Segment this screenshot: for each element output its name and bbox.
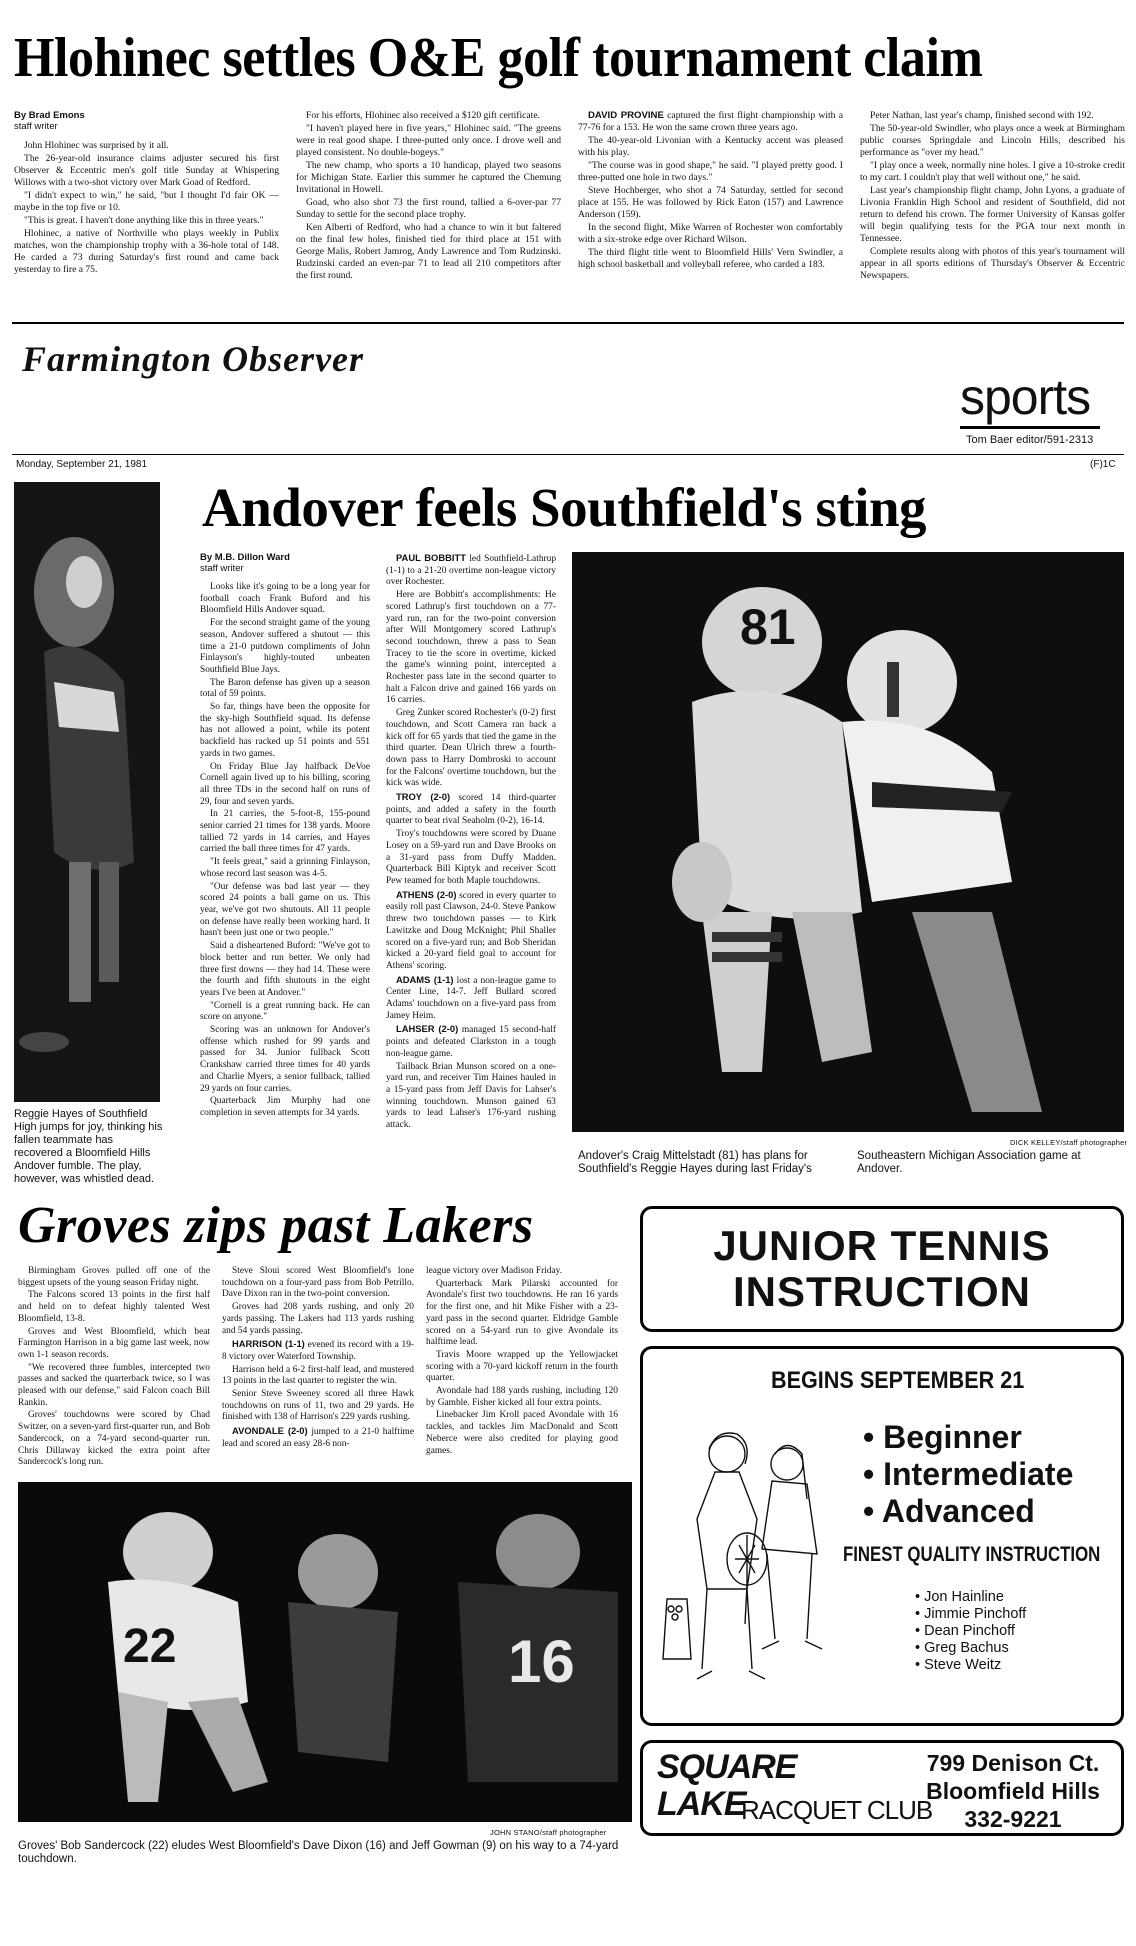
club-logo-square: SQUARE: [657, 1748, 797, 1786]
paragraph: "I haven't played here in five years," Hlohinec said. "The greens were in real good shape. I three-putted only once. I drove well and played consistent. No double-bogeys.": [296, 123, 561, 158]
club-city: Bloomfield Hills: [926, 1778, 1100, 1804]
paragraph: The Falcons scored 13 points in the first half and held on to defeat highly talented West Bloomfield, 13-8.: [18, 1290, 210, 1324]
paragraph: Tailback Brian Munson scored on a one-yard run, and receiver Tim Haines hauled in a 15-yard pass from Jeff Davis for Lahser's winning touchdown. Munson gained 63 yards to lead Lahser's 176-yard rushing attack.: [386, 1061, 556, 1131]
paragraph: Birmingham Groves pulled off one of the biggest upsets of the young season Friday night.: [18, 1266, 210, 1288]
tennis-ad-instructors: [915, 1589, 1026, 1674]
paragraph: managed 15 second-half points and defeated Clarkston in a tough non-league game.: [386, 1025, 556, 1059]
tennis-players-illustration: [657, 1409, 847, 1709]
paragraph: Groves' touchdowns were scored by Chad Switzer, on a seven-yard first-quarter run, and Bob Sandercock, on a 74-yard second-quarter run. Chris Dillaway kicked the extra point after Sandercock's long run.: [18, 1410, 210, 1468]
tennis-ad-levels: [863, 1419, 1073, 1530]
golf-column-3: [578, 110, 843, 272]
football-night-photo: [18, 1482, 632, 1822]
paragraph: The third flight title went to Bloomfield Hills' Vern Swindler, a high school basketball and volleyball referee, who carded a 183.: [578, 247, 843, 270]
masthead-top-rule: [12, 322, 1124, 324]
paragraph: led Southfield-Lathrup (1-1) to a 21-20 overtime non-league victory over Rochester.: [386, 554, 557, 588]
groves-headline: Groves zips past Lakers: [18, 1197, 534, 1254]
paragraph: Scoring was an unknown for Andover's offense which rushed for 99 yards and passed for 34. Junior fullback Scott Crankshaw carried three times for 40 yards and Charlie Myers, a senior fullback, tallied 29 yards on four carries.: [200, 1025, 370, 1094]
square-lake-ad-box: [640, 1740, 1124, 1836]
tennis-ad-quality: FINEST QUALITY INSTRUCTION: [843, 1543, 1101, 1566]
golf-column-4: [860, 110, 1125, 283]
paragraph: lost a non-league game to Center Line, 14-7. Jeff Bullard scored Adams' touchdown on a five-yard pass from Jamey Heim.: [386, 975, 556, 1021]
paragraph: Ken Alberti of Redford, who had a chance to win it but faltered on the final few holes, finished tied for third place at 151 with George Malis, Robert Jamrog, Andy Lawrence and Tom Rudzinski. Rudzinski carded an even-par 71 to lead all 210 competitors after the first round.: [296, 222, 561, 281]
paragraph: jumped to a 21-0 halftime lead and scored an easy 28-6 non-: [222, 1427, 414, 1449]
football-action-photo: [572, 552, 1124, 1132]
groves-column-1: [18, 1266, 210, 1470]
paragraph: Looks like it's going to be a long year for football coach Frank Buford and his Bloomfield Hills Andover squad.: [200, 582, 370, 616]
paragraph: Complete results along with photos of this year's tournament will appear in all sports editions of Thursday's Observer & Eccentric Newspapers.: [860, 246, 1125, 281]
paragraph: Peter Nathan, last year's champ, finished second with 192.: [870, 110, 1094, 121]
golf-column-2: [296, 110, 561, 283]
paragraph: So far, things have been the opposite for the sky-high Southfield squad. Its defense has not allowed a point, while its potent backfield has racked up 51 points and 551 yards in two games.: [200, 702, 370, 759]
andover-photo-credit: DICK KELLEY/staff photographer: [1010, 1138, 1128, 1147]
paragraph: The 50-year-old Swindler, who plays once a week at Birmingham public courses Springdale and Lincoln Hills, described his performance as "over my head.": [860, 123, 1125, 158]
andover-byline-name: By M.B. Dillon Ward: [200, 552, 290, 563]
football-player-photo: [14, 482, 160, 1102]
club-contact: [908, 1749, 1118, 1833]
paragraph: Last year's championship flight champ, John Lyons, a graduate of Livonia Franklin High School and resident of Southfield, did not return to defend his crown. The former University of Kansas golfer will begin qualifying tests for the PGA tour next month in Tennessee.: [860, 185, 1125, 244]
golf-column-1: [14, 110, 279, 277]
jersey-number-22: 22: [123, 1620, 177, 1673]
paragraph: Steve Hochberger, who shot a 74 Saturday, settled for second place at 155. He was followed by Rick Eaton (157) and Lawrence Anderson (159).: [578, 185, 843, 220]
paragraph: Here are Bobbitt's accomplishments: He scored Lathrup's first touchdown on a 77-yard run, ran for the two-point conversion after Will Montgomery scored Lathrup's second touchdown, threw a pass to Sean Tracey to tie the score in overtime, kicked the game's winning point, intercepted a Rochester pass late in the second quarter to halt a Falcon drive and gained 166 yards on 16 carries.: [386, 590, 556, 706]
masthead-editor: Tom Baer editor/591-2313: [966, 434, 1094, 446]
lead-in: DAVID PROVINE: [588, 110, 664, 121]
golf-byline-title: staff writer: [14, 121, 58, 132]
lead-in: ATHENS (2-0): [396, 888, 457, 900]
golf-col1-text: [14, 140, 279, 276]
groves-column-3: [426, 1266, 618, 1458]
instructor-name: • Jimmie Pinchoff: [915, 1606, 1027, 1622]
paragraph: For the second straight game of the young season, Andover suffered a shutout — this time a 21-0 putdown compliments of John Finlayson's highly-touted unbeaten Southfield Blue Jays.: [200, 618, 370, 675]
lead-in: HARRISON (1-1): [232, 1338, 305, 1350]
paragraph: Quarterback Mark Pilarski accounted for Avondale's first two touchdowns. He ran 16 yards for the first one, and hit Mike Fisher with a 23-yard pass in the second quarter. Eldridge Gamble scored on a 54-yard run to give Avondale its halftime lead.: [426, 1278, 618, 1348]
paragraph: Steve Sloui scored West Bloomfield's lone touchdown on a four-yard pass from Bob Petrillo. Dave Dixon ran in the two-point conversion.: [222, 1266, 414, 1300]
groves-photo-credit: JOHN STANO/staff photographer: [490, 1828, 607, 1837]
paragraph: "The course was in good shape," he said. "I played pretty good. I three-putted one hole in two days.": [578, 160, 843, 183]
section-underline: [960, 426, 1100, 429]
instructor-name: • Steve Weitz: [915, 1657, 1002, 1673]
paragraph: For his efforts, Hlohinec also received a $120 gift certificate.: [306, 110, 540, 121]
paragraph: Groves and West Bloomfield, which beat Farmington Harrison in a big game last week, now own 1-1 season records.: [18, 1326, 210, 1360]
level-advanced: • Advanced: [863, 1493, 1035, 1529]
jersey-number-81: 81: [740, 599, 796, 655]
paragraph: The 26-year-old insurance claims adjuster secured his first Observer & Eccentric men's golf title Sunday at Whispering Willows with a two-shot victory over Mark Goad of Redford.: [14, 153, 279, 188]
masthead-bottom-rule: [12, 454, 1124, 455]
paragraph: "Our defense was bad last year — they scored 24 points a ball game on us. This year, we've got two shutouts. All 11 people on defense have really been working hard. It hasn't been just one or two people.": [200, 881, 370, 939]
club-phone: 332-9221: [964, 1806, 1062, 1832]
masthead-section: sports: [960, 369, 1091, 425]
paragraph: "This is great. I haven't done anything like this in three years.": [24, 215, 264, 226]
tennis-ad-title-line1: JUNIOR TENNIS: [713, 1222, 1051, 1269]
andover-headline: Andover feels Southfield's sting: [202, 477, 927, 538]
paragraph: The new champ, who sports a 10 handicap, played two seasons for Michigan State. Earlier this summer he captured the Chemung Invitational in Howell.: [296, 160, 561, 195]
groves-photo-caption: Groves' Bob Sandercock (22) eludes West Bloomfield's Dave Dixon (16) and Jeff Gowman (9) on his way to a 74-yard touchdown.: [18, 1840, 619, 1865]
golf-headline: Hlohinec settles O&E golf tournament claim: [14, 27, 983, 89]
paragraph: Quarterback Jim Murphy had one completion in seven attempts for 34 yards.: [200, 1096, 370, 1118]
jersey-number-16: 16: [508, 1628, 575, 1695]
golf-byline-name: By Brad Emons: [14, 110, 85, 121]
paragraph: Troy's touchdowns were scored by Duane Losey on a 59-yard run and Dave Brooks on a 31-yard pass from Duffy Madden. Quarterback Bill Kiptyk and receiver Scott Pew teamed for both Maple touchdowns.: [386, 829, 556, 886]
paragraph: In 21 carries, the 5-foot-8, 155-pound senior carried 21 times for 138 yards. Moore tallied 72 yards in 14 carries, and Hayes carried the ball three times for 47 yards.: [200, 809, 370, 855]
andover-column-1: [200, 552, 370, 1121]
andover-photo-caption: Reggie Hayes of Southfield High jumps for joy, thinking his fallen teammate has recovered a Bloomfield Hills Andover fumble. The play, however, was whistled dead.: [14, 1108, 163, 1185]
lead-in: ADAMS (1-1): [396, 973, 454, 985]
club-address: 799 Denison Ct.: [926, 1750, 1100, 1776]
level-intermediate: • Intermediate: [863, 1456, 1074, 1492]
lead-in: PAUL BOBBITT: [396, 552, 466, 563]
paragraph: The 40-year-old Livonian with a Kentucky accent was pleased with his play.: [578, 135, 843, 158]
paragraph: scored 14 third-quarter points, and added a safety in the fourth quarter to beat rival Seaholm (0-2), 16-14.: [386, 793, 556, 827]
level-beginner: • Beginner: [863, 1419, 1022, 1455]
lead-in: AVONDALE (2-0): [232, 1425, 308, 1437]
paragraph: On Friday Blue Jay halfback DeVoe Cornell again lived up to his billing, scoring all three TDs in the second half on runs of 29, four and seven yards.: [200, 761, 370, 807]
groves-column-2: [222, 1266, 414, 1452]
masthead-paper-name: Farmington Observer: [22, 339, 365, 379]
paragraph: scored in every quarter to easily roll past Clawson, 24-0. Steve Pankow threw two touchdown passes — to Kirk Lawitzke and Doug McKnight; Phil Shaller scored on a five-yard run; and Bob Sheridan kicked a 20-yard field goal to account for Athens' scoring.: [386, 890, 557, 971]
tennis-ad-title-box: [640, 1206, 1124, 1332]
paragraph: The Baron defense has given up a season total of 59 points.: [200, 677, 370, 700]
paragraph: Groves had 208 yards rushing, and only 20 yards passing. The Lakers had 113 yards rushing and 54 yards passing.: [222, 1302, 414, 1336]
masthead-date: Monday, September 21, 1981: [16, 459, 148, 470]
paragraph: Travis Moore wrapped up the Yellowjacket scoring with a 70-yard kickoff return in the fourth quarter.: [426, 1349, 618, 1384]
masthead-page-number: (F)1C: [1090, 459, 1116, 470]
tennis-ad-title-line2: INSTRUCTION: [733, 1268, 1031, 1315]
paragraph: "It feels great," said a grinning Finlayson, whose record last season was 4-5.: [200, 857, 370, 879]
paragraph: Goad, who also shot 73 the first round, tallied a 6-over-par 77 Sunday to settle for the second place trophy.: [296, 197, 561, 220]
lead-in: TROY (2-0): [396, 791, 451, 803]
paragraph: In the second flight, Mike Warren of Rochester won comfortably with a six-stroke edge over Richard Wilson.: [578, 222, 843, 245]
tennis-ad-begins: BEGINS SEPTEMBER 21: [771, 1367, 1025, 1394]
paragraph: league victory over Madison Friday.: [426, 1266, 563, 1276]
club-logo-lake: LAKE: [657, 1785, 746, 1823]
paragraph: Avondale had 188 yards rushing, including 120 by Gamble. Fisher kicked all four extra points.: [426, 1386, 618, 1408]
paragraph: "I play once a week, normally nine holes. I give a 10-stroke credit to my cart. I couldn't play that well without one," he said.: [860, 160, 1125, 183]
andover-photo-caption-right: Andover's Craig Mittelstadt (81) has plans for Southfield's Reggie Hayes during last Friday's Southeastern Michigan Association game at Andover.: [578, 1150, 1081, 1175]
instructor-name: • Dean Pinchoff: [915, 1623, 1015, 1639]
paragraph: Hlohinec, a native of Northville who plays weekly in Publix matches, won the championship trophy with a 36-hole total of 148. He carded a 73 during Saturday's first round and came back yesterday to fire a 75.: [14, 228, 279, 275]
paragraph: evened its record with a 19-8 victory over Waterford Township.: [222, 1340, 415, 1362]
paragraph: Greg Zunker scored Rochester's (0-2) first touchdown, and Scott Camera ran back a kick off for 65 yards that tied the game in the third quarter. Dean Ulrich threw a fourth-down pass to Harry Dombroski to account for the Falcons' overtime touchdown, but the kick was wide.: [386, 708, 556, 789]
paragraph: "Cornell is a great running back. He can score on anyone.": [200, 1000, 370, 1023]
paragraph: Senior Steve Sweeney scored all three Hawk touchdowns on runs of 11, two and 29 yards. He finished with 138 of Harrison's 229 yards rushing.: [222, 1389, 414, 1423]
paragraph: Harrison held a 6-2 first-half lead, and mustered 13 points in the last quarter to register the win.: [222, 1364, 414, 1387]
paragraph: Linebacker Jim Kroll paced Avondale with 16 tackles, and tackles Jim MacDonald and Scott Neberce were also credited for playing good games.: [426, 1410, 618, 1456]
paragraph: "We recovered three fumbles, intercepted two passes and sacked the quarterback twice, so I was pleased with our defense," said Falcon coach Bill Rankin.: [18, 1362, 210, 1408]
lead-in: LAHSER (2-0): [396, 1023, 459, 1035]
club-logo-racquet-club: RACQUET CLUB: [741, 1795, 933, 1825]
paragraph: "I didn't expect to win," he said, "but I thought I'd fair OK — maybe in the top five or 10.: [14, 190, 279, 213]
paragraph: captured the first flight championship with a 77-76 for a 153. He won the same crown three years ago.: [578, 110, 844, 133]
paragraph: Said a disheartened Buford: "We've got to block better and run better. We only had three first downs — they had 14. These were the fourth and fifth shutouts in the eight years I've been at Andover.": [200, 941, 370, 998]
photo-sandercock-touchdown: [18, 1482, 632, 1822]
photo-reggie-hayes: [14, 482, 160, 1102]
tennis-ad-body-box: [640, 1346, 1124, 1726]
paragraph: John Hlohinec was surprised by it all.: [24, 140, 169, 151]
instructor-name: • Greg Bachus: [915, 1640, 1009, 1656]
andover-byline-title: staff writer: [200, 563, 244, 574]
andover-column-2: [386, 552, 556, 1133]
instructor-name: • Jon Hainline: [915, 1589, 1004, 1605]
photo-mittelstadt-hayes: [572, 552, 1124, 1132]
